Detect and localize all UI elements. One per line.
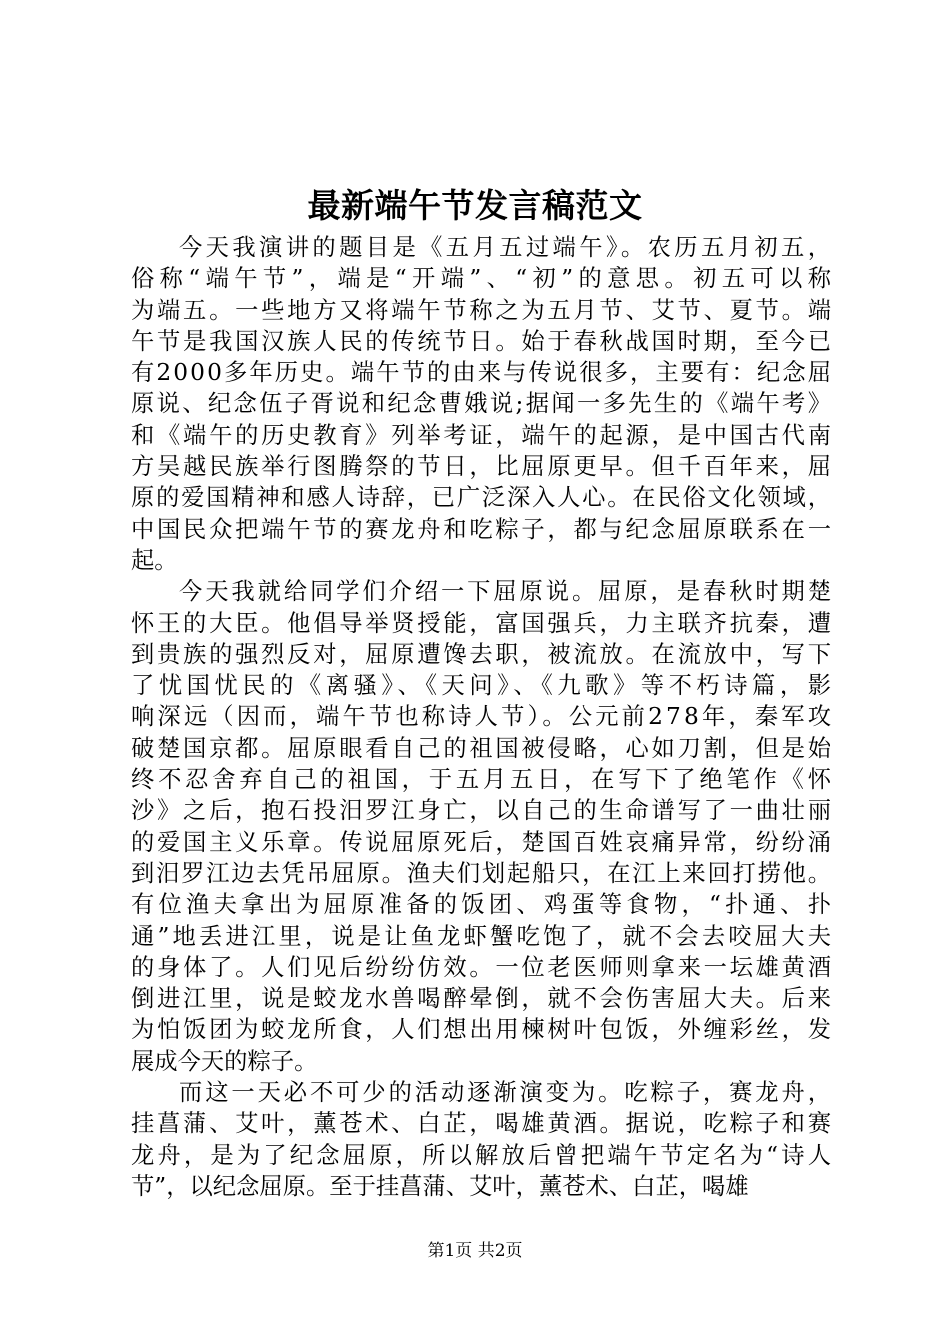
text-line: 到汨罗江边去凭吊屈原。渔夫们划起船只，在江上来回打捞他。 — [131, 859, 833, 887]
text-line: 的爱国主义乐章。传说屈原死后，楚国百姓哀痛异常，纷纷涌 — [131, 828, 834, 856]
text-line: 终不忍舍弃自己的祖国，于五月五日，在写下了绝笔作《怀 — [131, 766, 835, 794]
text-line: 和《端午的历史教育》列举考证，端午的起源，是中国古代南 — [131, 421, 834, 449]
text-line: 怀王的大臣。他倡导举贤授能，富国强兵，力主联齐抗秦，遭 — [131, 609, 834, 637]
text-line: 中国民众把端午节的赛龙舟和吃粽子，都与纪念屈原联系在一 — [131, 515, 834, 543]
text-line: 有位渔夫拿出为屈原准备的饭团、鸡蛋等食物，“扑通、扑 — [131, 891, 836, 919]
text-line: 原说、纪念伍子胥说和纪念曹娥说;据闻一多先生的《端午考》 — [131, 390, 834, 418]
text-line: 龙舟，是为了纪念屈原，所以解放后曾把端午节定名为“诗人 — [131, 1141, 835, 1169]
text-line: 有2000多年历史。端午节的由来与传说很多，主要有：纪念屈 — [131, 359, 834, 387]
text-line: 今天我就给同学们介绍一下屈原说。屈原，是春秋时期楚 — [179, 578, 834, 606]
document-body — [131, 232, 837, 1202]
text-line: 今天我演讲的题目是《五月五过端午》。农历五月初五， — [179, 234, 835, 261]
text-line: 为端五。一些地方又将端午节称之为五月节、艾节、夏节。端 — [131, 296, 834, 324]
text-line: 了忧国忧民的《离骚》、《天问》、《九歌》等不朽诗篇，影 — [131, 672, 836, 700]
text-line: 原的爱国精神和感人诗辞，已广泛深入人心。在民俗文化领域， — [131, 484, 833, 512]
text-line: 起。 — [131, 546, 178, 574]
page-footer: 第1页 共2页 — [427, 1241, 523, 1261]
text-line: 节”，以纪念屈原。至于挂菖蒲、艾叶，薰苍术、白芷，喝雄 — [131, 1172, 749, 1200]
text-line: 挂菖蒲、艾叶，薰苍术、白芷，喝雄黄酒。据说，吃粽子和赛 — [131, 1110, 834, 1138]
text-line: 午节是我国汉族人民的传统节日。始于春秋战国时期，至今已 — [131, 327, 834, 355]
text-line: 沙》之后，抱石投汨罗江身亡，以自己的生命谱写了一曲壮丽 — [131, 797, 834, 825]
document-title: 最新端午节发言稿范文 — [307, 186, 643, 225]
text-line: 倒进江里，说是蛟龙水兽喝醉晕倒，就不会伤害屈大夫。后来 — [131, 985, 834, 1013]
text-line: 通”地丢进江里，说是让鱼龙虾蟹吃饱了，就不会去咬屈大夫 — [131, 922, 835, 950]
text-line: 而这一天必不可少的活动逐渐演变为。吃粽子，赛龙舟， — [179, 1079, 834, 1107]
text-line: 破楚国京都。屈原眼看自己的祖国被侵略，心如刀割，但是始 — [131, 734, 834, 762]
text-line: 俗称“端午节”，端是“开端”、“初”的意思。初五可以称 — [131, 265, 837, 293]
text-line: 到贵族的强烈反对，屈原遭馋去职，被流放。在流放中，写下 — [131, 640, 834, 668]
text-line: 为怕饭团为蛟龙所食，人们想出用楝树叶包饭，外缠彩丝，发 — [131, 1016, 834, 1044]
text-line: 的身体了。人们见后纷纷仿效。一位老医师则拿来一坛雄黄酒 — [131, 953, 834, 981]
text-line: 响深远（因而，端午节也称诗人节）。公元前278年，秦军攻 — [131, 703, 835, 731]
text-line: 方吴越民族举行图腾祭的节日，比屈原更早。但千百年来，屈 — [131, 453, 834, 481]
text-line: 展成今天的粽子。 — [131, 1047, 318, 1075]
